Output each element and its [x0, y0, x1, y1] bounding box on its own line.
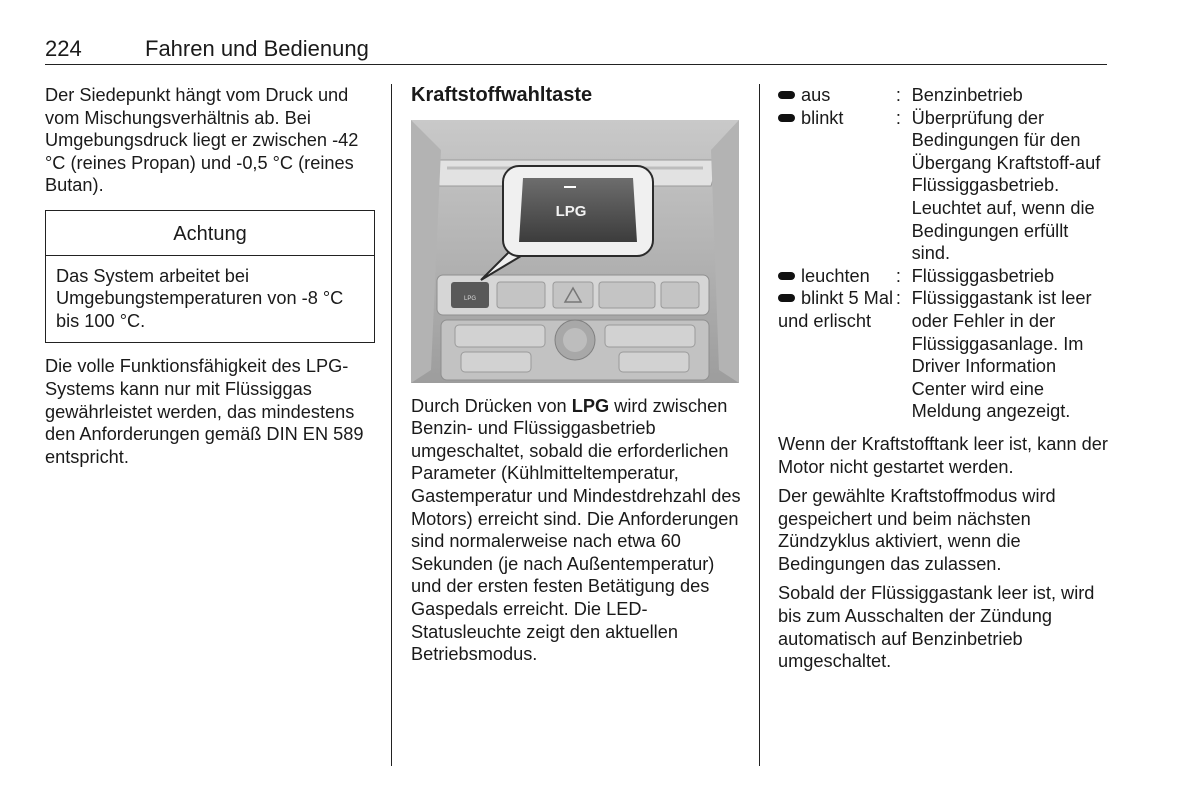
led-meaning: Flüssiggastank ist leer oder Fehler in der Flüssiggasanlage. Im Driver Information Center wird eine Meldung angezeigt. [911, 288, 1092, 422]
led-state: aus [801, 85, 831, 105]
led-state: blinkt [801, 107, 844, 128]
column-divider [391, 84, 392, 766]
paragraph: Die volle Funktionsfähigkeit des LPG-Systems kann nur mit Flüssiggas gewährleistet werden, das mindestens den Anforderungen gemäß DIN EN 589 entspricht. [45, 356, 364, 467]
page-header [45, 34, 1107, 65]
warning-title: Achtung [46, 211, 374, 256]
column-left [45, 84, 375, 475]
led-icon [778, 272, 795, 280]
warning-box [45, 210, 375, 343]
led-status-row: aus : Benzinbetrieb [778, 84, 1108, 107]
led-state: blinkt 5 Mal und erlischt [778, 288, 893, 331]
lpg-button-illustration [411, 120, 739, 383]
lpg-button-label: LPG [555, 202, 587, 220]
text-run: Durch Drücken von [411, 395, 572, 416]
led-status-row: leuchten : Flüssiggasbetrieb [778, 265, 1108, 288]
lpg-bold-label: LPG [571, 395, 610, 416]
paragraph: Der Siedepunkt hängt vom Druck und vom Mischungsverhältnis ab. Bei Umgebungsdruck liegt er zwischen -42 °C (reines Propan) und -0,5 °C (reines Butan). [45, 85, 359, 196]
led-state: leuchten [801, 265, 870, 286]
led-icon [778, 294, 795, 302]
led-status-row: blinkt : Überprüfung der Bedingungen für den Übergang Kraftstoff-auf Flüssiggasbetrieb. Leuchtet auf, wenn die Bedingungen erfüllt sind. [778, 107, 1108, 265]
led-status-row: blinkt 5 Mal und erlischt : Flüssiggastank ist leer oder Fehler in der Flüssiggasanlage. Im Driver Information Center wird eine Meldung angezeigt. [778, 287, 1108, 423]
paragraph [411, 395, 741, 666]
lpg-small-label: LPG [463, 295, 477, 302]
page-title: Fahren und Bedienung [145, 36, 369, 61]
warning-text: Das System arbeitet bei Umgebungstemperaturen von -8 °C bis 100 °C. [56, 265, 344, 331]
led-icon [778, 91, 795, 99]
paragraph: Wenn der Kraftstofftank leer ist, kann der Motor nicht gestartet werden. [778, 433, 1108, 477]
led-icon [778, 114, 795, 122]
page-number: 224 [45, 36, 82, 61]
column-right [778, 84, 1108, 680]
led-meaning: Benzinbetrieb [911, 85, 1023, 105]
text-run: wird zwischen Benzin- und Flüssiggasbetrieb umgeschaltet, sobald die erforderlichen Parameter (Kühlmitteltemperatur, Gastemperatur und Mindestdrehzahl des Motors) erreicht sind. Die Anforderungen sind normalerweise nach etwa 60 Sekunden (je nach Außentemperatur) und der ersten festen Betätigung des Gaspedals erreicht. Die LED-Statusleuchte zeigt den aktuellen Betriebsmodus. [411, 395, 741, 665]
led-meaning: Überprüfung der Bedingungen für den Übergang Kraftstoff-auf Flüssiggasbetrieb. Leuchtet auf, wenn die Bedingungen erfüllt sind. [911, 107, 1101, 264]
paragraph: Der gewählte Kraftstoffmodus wird gespeichert und beim nächsten Zündzyklus aktiviert, wenn die Bedingungen das zulassen. [778, 486, 1056, 574]
paragraph: Sobald der Flüssiggastank leer ist, wird bis zum Ausschalten der Zündung automatisch auf Benzinbetrieb umgeschaltet. [778, 583, 1095, 672]
column-divider [759, 84, 760, 766]
column-middle [411, 84, 741, 673]
section-title: Kraftstoffwahltaste [411, 84, 593, 106]
led-meaning: Flüssiggasbetrieb [911, 265, 1055, 286]
led-status-list [778, 84, 1108, 423]
